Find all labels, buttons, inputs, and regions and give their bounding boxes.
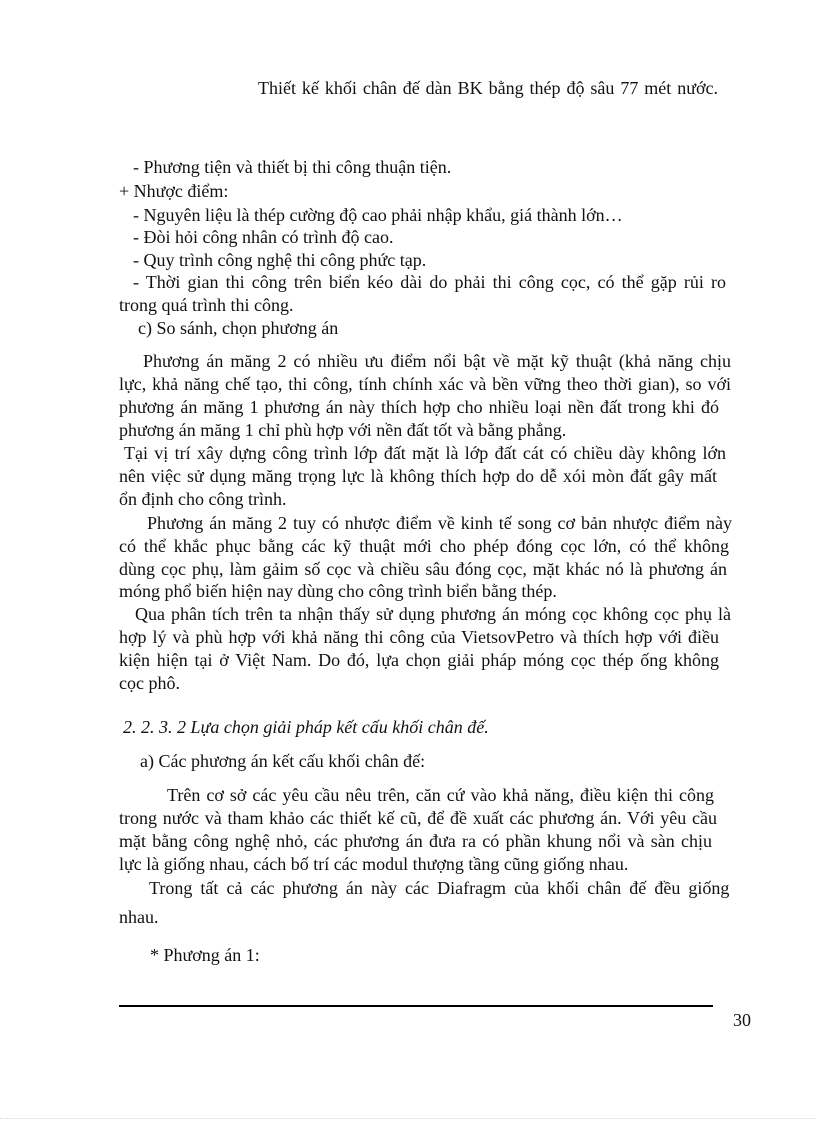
text-line: Phương án măng 2 tuy có nhược điểm về kinh tế song cơ bản nhược điểm này <box>147 513 732 533</box>
text-line: - Nguyên liệu là thép cường độ cao phải nhập khẩu, giá thành lớn… <box>133 205 623 225</box>
page-edge-divider <box>0 1118 816 1119</box>
text-line: - Đòi hỏi công nhân có trình độ cao. <box>133 227 394 247</box>
text-line: Trên cơ sở các yêu cầu nêu trên, căn cứ vào khả năng, điều kiện thi công <box>167 785 714 805</box>
text-line: dùng cọc phụ, làm gảim số cọc và chiều sâu đóng cọc, mặt khác nó là phương án <box>119 559 727 579</box>
text-line: lực là giống nhau, cách bố trí các modul thượng tầng cũng giống nhau. <box>119 854 629 874</box>
text-line: móng phổ biến hiện nay dùng cho công trình biển bằng thép. <box>119 581 557 601</box>
text-line: Phương án măng 2 có nhiều ưu điểm nổi bật về mặt kỹ thuật (khả năng chịu <box>143 351 731 371</box>
text-line: phương án măng 1 chỉ phù hợp với nền đất tốt và bằng phẳng. <box>119 420 567 440</box>
text-line: - Quy trình công nghệ thi công phức tạp. <box>133 250 427 270</box>
text-line: Tại vị trí xây dựng công trình lớp đất mặt là lớp đất cát có chiều dày không lớn <box>124 443 726 463</box>
text-line: ổn định cho công trình. <box>119 489 287 509</box>
footer-rule <box>119 1005 713 1007</box>
text-line: + Nhược điểm: <box>119 181 229 201</box>
text-line: c) So sánh, chọn phương án <box>138 318 339 338</box>
text-line: phương án măng 1 phương án này thích hợp cho nhiều loại nền đất trong khi đó <box>119 397 719 417</box>
text-line: nên việc sử dụng măng trọng lực là không thích hợp do dễ xói mòn đất gây mất <box>119 466 717 486</box>
text-line: nhau. <box>119 907 159 927</box>
text-line: - Phương tiện và thiết bị thi công thuận tiện. <box>133 157 452 177</box>
text-line: - Thời gian thi công trên biển kéo dài do phải thi công cọc, có thể gặp rủi ro <box>133 272 726 292</box>
text-line: kiện hiện tại ở Việt Nam. Do đó, lựa chọn giải pháp móng cọc thép ống không <box>119 650 719 670</box>
text-line: có thể khắc phục bằng các kỹ thuật mới cho phép đóng cọc lớn, có thể không <box>119 536 729 556</box>
text-line: mặt bằng công nghệ nhỏ, các phương án đưa ra có phần khung nổi và sàn chịu <box>119 831 712 851</box>
section-heading: 2. 2. 3. 2 Lựa chọn giải pháp kết cấu khối chân đế. <box>123 717 489 737</box>
text-line: Trong tất cả các phương án này các Diafragm của khối chân đế đều giống <box>149 878 730 898</box>
text-line: Qua phân tích trên ta nhận thấy sử dụng phương án móng cọc không cọc phụ là <box>135 604 731 624</box>
text-line: lực, khả năng chế tạo, thi công, tính chính xác và bền vững theo thời gian), so với <box>119 374 731 394</box>
text-line: hợp lý và phù hợp với khả năng thi công của VietsovPetro và thích hợp với điều <box>119 627 719 647</box>
text-line: a) Các phương án kết cấu khối chân đế: <box>140 751 426 771</box>
text-line: trong quá trình thi công. <box>119 295 294 315</box>
page-header: Thiết kế khối chân đế dàn BK bằng thép độ sâu 77 mét nước. <box>258 78 718 98</box>
text-line: cọc phô. <box>119 673 180 693</box>
text-line: trong nước và tham khảo các thiết kế cũ, để đề xuất các phương án. Với yêu cầu <box>119 808 717 828</box>
page-number: 30 <box>733 1010 751 1030</box>
text-line: * Phương án 1: <box>150 945 260 965</box>
